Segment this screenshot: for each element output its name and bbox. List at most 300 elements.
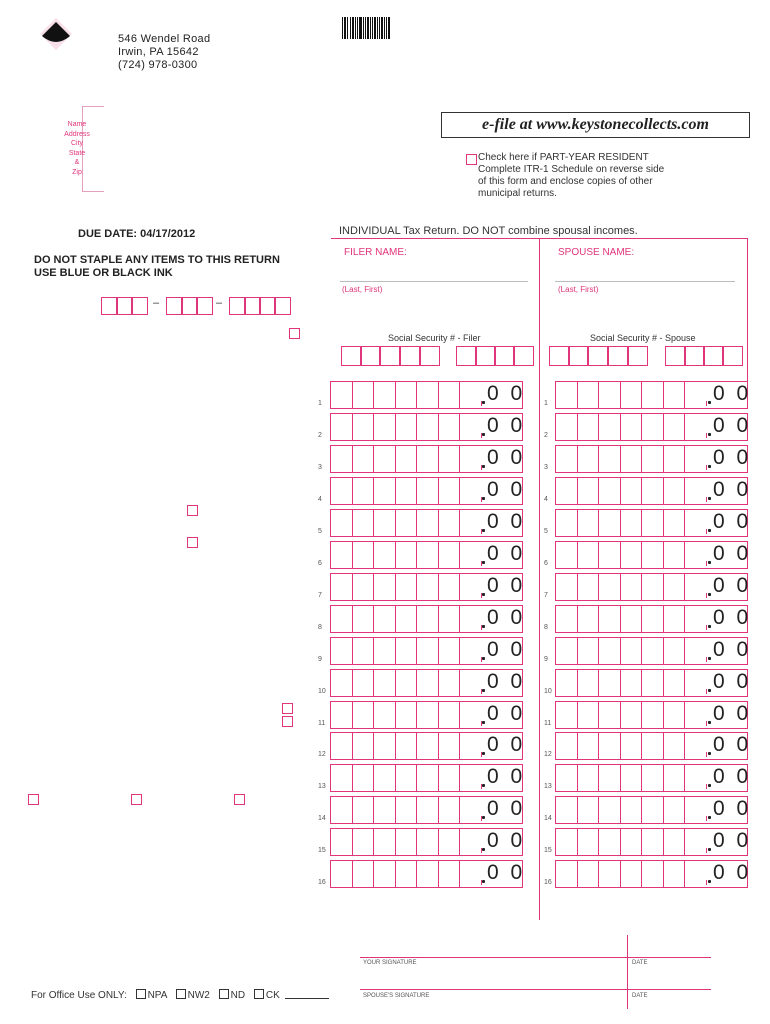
digit-cell (555, 702, 556, 728)
digit-cell (620, 382, 621, 408)
digit-cell (395, 670, 396, 696)
digit-tick (706, 625, 707, 630)
digit-cell (459, 797, 460, 823)
digit-cell (641, 382, 642, 408)
digit-cell (438, 446, 439, 472)
digit-cell (459, 765, 460, 791)
cents-zeros: 0 0 (487, 382, 526, 405)
digit-cell (352, 574, 353, 600)
digit-cell (352, 638, 353, 664)
digit-cell (598, 861, 599, 887)
digit-tick (706, 784, 707, 789)
cents-zeros: 0 0 (713, 797, 752, 820)
digit-cell (641, 542, 642, 568)
cents-zeros: 0 0 (487, 606, 526, 629)
digit-cell (663, 829, 664, 855)
option-checkbox[interactable] (131, 794, 142, 805)
line-number: 16 (318, 879, 326, 886)
digit-cell (352, 414, 353, 440)
digit-cell (641, 606, 642, 632)
digit-cell (330, 446, 331, 472)
digit-cell (373, 733, 374, 759)
digit-cell (684, 414, 685, 440)
digit-cell (352, 542, 353, 568)
cents-zeros: 0 0 (713, 606, 752, 629)
digit-cell (620, 478, 621, 504)
digit-cell (684, 861, 685, 887)
digit-cell (395, 733, 396, 759)
cents-zeros: 0 0 (487, 414, 526, 437)
digit-cell (577, 861, 578, 887)
decimal-point (482, 561, 485, 564)
digit-cell (330, 382, 331, 408)
digit-cell (663, 446, 664, 472)
digit-cell (555, 797, 556, 823)
filer-name-label: FILER NAME: (344, 247, 407, 258)
digit-cell (555, 765, 556, 791)
line-number: 5 (318, 528, 322, 535)
ck-checkbox[interactable] (254, 989, 264, 999)
spouse-name-field[interactable] (555, 281, 735, 282)
option-checkbox[interactable] (234, 794, 245, 805)
digit-tick (706, 497, 707, 502)
ssn-digit-box[interactable] (587, 346, 608, 366)
digit-cell (684, 478, 685, 504)
ssn-digit-box[interactable] (549, 346, 570, 366)
digit-cell (684, 670, 685, 696)
digit-cell (330, 414, 331, 440)
digit-cell (641, 765, 642, 791)
digit-cell (577, 478, 578, 504)
digit-cell (555, 861, 556, 887)
office-use-label: For Office Use ONLY: (31, 990, 127, 1001)
digit-cell (416, 797, 417, 823)
ssn-digit-box[interactable] (494, 346, 515, 366)
digit-cell (555, 478, 556, 504)
digit-tick (706, 529, 707, 534)
digit-cell (555, 446, 556, 472)
ssn-digit-box[interactable] (684, 346, 705, 366)
digit-cell (598, 638, 599, 664)
ssn-digit-box[interactable] (722, 346, 743, 366)
line-number: 2 (318, 432, 322, 439)
decimal-point (708, 433, 711, 436)
cents-zeros: 0 0 (487, 670, 526, 693)
option-checkbox[interactable] (187, 505, 198, 516)
digit-cell (373, 702, 374, 728)
decimal-point (482, 848, 485, 851)
spouse-signature-field[interactable] (360, 989, 711, 990)
digit-cell (663, 702, 664, 728)
digit-tick (706, 401, 707, 406)
digit-cell (459, 574, 460, 600)
digit-cell (577, 414, 578, 440)
digit-cell (395, 414, 396, 440)
digit-cell (555, 414, 556, 440)
line-number: 11 (544, 720, 552, 727)
digit-cell (577, 382, 578, 408)
digit-cell (577, 638, 578, 664)
digit-cell (459, 702, 460, 728)
digit-cell (438, 382, 439, 408)
digit-cell (555, 574, 556, 600)
cents-zeros: 0 0 (487, 861, 526, 884)
line-number: 13 (318, 783, 326, 790)
digit-cell (438, 414, 439, 440)
digit-cell (641, 797, 642, 823)
digit-cell (641, 638, 642, 664)
digit-cell (663, 510, 664, 536)
option-checkbox[interactable] (187, 537, 198, 548)
digit-tick (706, 689, 707, 694)
digit-cell (459, 829, 460, 855)
decimal-point (708, 593, 711, 596)
digit-cell (395, 510, 396, 536)
decimal-point (708, 497, 711, 500)
decimal-point (482, 433, 485, 436)
digit-cell (684, 638, 685, 664)
digit-cell (577, 446, 578, 472)
line-number: 15 (318, 847, 326, 854)
digit-cell (373, 446, 374, 472)
digit-cell (416, 606, 417, 632)
decimal-point (708, 784, 711, 787)
nd-checkbox[interactable] (219, 989, 229, 999)
npa-checkbox[interactable] (136, 989, 146, 999)
decimal-point (708, 816, 711, 819)
line-number: 10 (318, 688, 326, 695)
decimal-point (708, 401, 711, 404)
line-number: 14 (318, 815, 326, 822)
digit-cell (416, 542, 417, 568)
digit-cell (620, 670, 621, 696)
digit-cell (373, 510, 374, 536)
digit-cell (663, 670, 664, 696)
cents-zeros: 0 0 (487, 574, 526, 597)
digit-cell (352, 702, 353, 728)
decimal-point (708, 689, 711, 692)
digit-cell (577, 797, 578, 823)
digit-cell (352, 446, 353, 472)
digit-cell (459, 542, 460, 568)
digit-tick (706, 465, 707, 470)
efile-banner: e-file at www.keystonecollects.com (441, 112, 750, 138)
cents-zeros: 0 0 (487, 702, 526, 725)
digit-cell (598, 797, 599, 823)
digit-cell (395, 478, 396, 504)
digit-cell (684, 702, 685, 728)
digit-cell (684, 765, 685, 791)
line-number: 8 (544, 624, 548, 631)
digit-cell (395, 574, 396, 600)
digit-cell (352, 861, 353, 887)
digit-cell (663, 638, 664, 664)
digit-cell (620, 861, 621, 887)
digit-tick (706, 816, 707, 821)
decimal-point (482, 816, 485, 819)
digit-cell (620, 638, 621, 664)
digit-cell (555, 382, 556, 408)
digit-cell (684, 574, 685, 600)
digit-cell (555, 670, 556, 696)
cents-zeros: 0 0 (713, 414, 752, 437)
digit-cell (373, 829, 374, 855)
dash-separator: – (216, 297, 223, 309)
digit-cell (641, 478, 642, 504)
date-label: DATE (632, 960, 648, 966)
cents-zeros: 0 0 (713, 382, 752, 405)
part-year-instructions: Check here if PART-YEAR RESIDENT Complete ITR-1 Schedule on reverse side of this form and enclose copies of other municipal returns. (478, 152, 665, 199)
line-number: 12 (318, 751, 326, 758)
digit-cell (459, 478, 460, 504)
digit-cell (577, 670, 578, 696)
ssn-digit-box[interactable] (475, 346, 496, 366)
decimal-point (482, 529, 485, 532)
digit-cell (373, 414, 374, 440)
digit-tick (706, 593, 707, 598)
cents-zeros: 0 0 (713, 765, 752, 788)
ssn-digit-box[interactable] (665, 346, 686, 366)
line-number: 7 (318, 592, 322, 599)
digit-cell (555, 542, 556, 568)
part-year-resident-checkbox[interactable] (466, 154, 477, 165)
digit-cell (641, 702, 642, 728)
spouse-date-label: DATE (632, 993, 648, 999)
cents-zeros: 0 0 (713, 638, 752, 661)
digit-cell (416, 670, 417, 696)
filer-name-field[interactable] (340, 281, 528, 282)
cents-zeros: 0 0 (487, 446, 526, 469)
decimal-point (482, 465, 485, 468)
digit-cell (620, 797, 621, 823)
digit-cell (459, 670, 460, 696)
cents-zeros: 0 0 (487, 797, 526, 820)
line-number: 11 (318, 720, 326, 727)
digit-cell (438, 829, 439, 855)
cents-zeros: 0 0 (713, 510, 752, 533)
ssn-digit-box[interactable] (360, 346, 381, 366)
digit-cell (577, 733, 578, 759)
digit-cell (373, 478, 374, 504)
ssn-digit-box[interactable] (419, 346, 440, 366)
digit-cell (577, 606, 578, 632)
digit-cell (598, 574, 599, 600)
ssn-digit-box[interactable] (400, 346, 421, 366)
digit-cell (352, 733, 353, 759)
decimal-point (708, 848, 711, 851)
nw2-checkbox[interactable] (176, 989, 186, 999)
digit-cell (598, 765, 599, 791)
line-number: 2 (544, 432, 548, 439)
digit-cell (330, 765, 331, 791)
decimal-point (482, 784, 485, 787)
digit-cell (352, 797, 353, 823)
digit-cell (438, 702, 439, 728)
ssn-digit-box[interactable] (456, 346, 477, 366)
digit-cell (459, 606, 460, 632)
digit-cell (395, 638, 396, 664)
digit-cell (459, 861, 460, 887)
barcode-icon (342, 17, 390, 39)
line-number: 12 (544, 751, 552, 758)
digit-cell (577, 765, 578, 791)
option-checkbox[interactable] (28, 794, 39, 805)
digit-cell (395, 542, 396, 568)
digit-cell (438, 574, 439, 600)
digit-cell (373, 542, 374, 568)
digit-tick (706, 433, 707, 438)
digit-cell (684, 446, 685, 472)
decimal-point (482, 657, 485, 660)
cents-zeros: 0 0 (713, 861, 752, 884)
digit-cell (577, 510, 578, 536)
decimal-point (482, 401, 485, 404)
digit-cell (438, 733, 439, 759)
decimal-point (708, 880, 711, 883)
digit-cell (577, 542, 578, 568)
status-checkbox[interactable] (289, 328, 300, 339)
digit-cell (620, 606, 621, 632)
digit-cell (395, 797, 396, 823)
digit-cell (416, 510, 417, 536)
digit-cell (373, 382, 374, 408)
digit-cell (663, 861, 664, 887)
digit-cell (373, 574, 374, 600)
digit-cell (352, 829, 353, 855)
digit-cell (598, 606, 599, 632)
ssn-digit-box[interactable] (131, 297, 148, 315)
ssn-digit-box[interactable] (341, 346, 362, 366)
line-number: 1 (544, 400, 548, 407)
digit-cell (459, 446, 460, 472)
digit-cell (684, 829, 685, 855)
digit-cell (620, 702, 621, 728)
decimal-point (708, 625, 711, 628)
digit-cell (373, 670, 374, 696)
ssn-digit-box[interactable] (703, 346, 724, 366)
option-checkbox[interactable] (282, 703, 293, 714)
address-line: Irwin, PA 15642 (118, 46, 199, 58)
decimal-point (708, 465, 711, 468)
digit-cell (641, 574, 642, 600)
digit-cell (330, 638, 331, 664)
digit-cell (438, 861, 439, 887)
cents-zeros: 0 0 (713, 733, 752, 756)
line-number: 4 (318, 496, 322, 503)
line-number: 3 (318, 464, 322, 471)
digit-tick (706, 561, 707, 566)
digit-cell (373, 861, 374, 887)
digit-cell (459, 382, 460, 408)
digit-cell (663, 542, 664, 568)
digit-cell (416, 765, 417, 791)
digit-cell (555, 638, 556, 664)
digit-cell (416, 382, 417, 408)
digit-cell (684, 382, 685, 408)
line-number: 16 (544, 879, 552, 886)
digit-cell (352, 510, 353, 536)
cents-zeros: 0 0 (713, 829, 752, 852)
ssn-digit-box[interactable] (379, 346, 400, 366)
ssn-digit-box[interactable] (196, 297, 213, 315)
digit-cell (352, 478, 353, 504)
option-checkbox[interactable] (282, 716, 293, 727)
digit-cell (663, 382, 664, 408)
filer-ssn-label: Social Security # - Filer (388, 333, 481, 343)
digit-cell (620, 510, 621, 536)
cents-zeros: 0 0 (487, 733, 526, 756)
decimal-point (482, 689, 485, 692)
ssn-digit-box[interactable] (513, 346, 534, 366)
digit-cell (663, 606, 664, 632)
cents-zeros: 0 0 (487, 510, 526, 533)
digit-cell (555, 510, 556, 536)
digit-cell (373, 638, 374, 664)
digit-cell (416, 733, 417, 759)
ssn-digit-box[interactable] (568, 346, 589, 366)
digit-cell (684, 606, 685, 632)
name-address-block[interactable]: Name Address City State & Zip (64, 121, 90, 176)
address-line: (724) 978-0300 (118, 59, 198, 71)
digit-tick (706, 880, 707, 885)
digit-tick (706, 657, 707, 662)
line-number: 4 (544, 496, 548, 503)
digit-cell (684, 797, 685, 823)
digit-cell (438, 478, 439, 504)
ssn-digit-box[interactable] (274, 297, 291, 315)
digit-cell (438, 797, 439, 823)
digit-cell (641, 414, 642, 440)
digit-cell (330, 606, 331, 632)
digit-cell (598, 542, 599, 568)
your-signature-field[interactable] (360, 957, 711, 958)
ssn-digit-box[interactable] (627, 346, 648, 366)
office-ck-field[interactable] (285, 998, 329, 999)
office-use: For Office Use ONLY: NPA NW2 ND CK (31, 990, 280, 1001)
digit-cell (373, 797, 374, 823)
digit-cell (555, 829, 556, 855)
line-number: 3 (544, 464, 548, 471)
digit-cell (577, 574, 578, 600)
digit-cell (395, 382, 396, 408)
digit-cell (395, 606, 396, 632)
digit-cell (663, 797, 664, 823)
cents-zeros: 0 0 (487, 638, 526, 661)
cents-zeros: 0 0 (713, 670, 752, 693)
your-signature-label: YOUR SIGNATURE (363, 960, 417, 966)
digit-cell (330, 702, 331, 728)
decimal-point (482, 593, 485, 596)
digit-cell (663, 574, 664, 600)
ssn-digit-box[interactable] (608, 346, 629, 366)
digit-cell (373, 606, 374, 632)
digit-tick (706, 848, 707, 853)
digit-cell (330, 797, 331, 823)
cents-zeros: 0 0 (487, 765, 526, 788)
line-number: 10 (544, 688, 552, 695)
decimal-point (708, 561, 711, 564)
decimal-point (482, 497, 485, 500)
digit-cell (641, 829, 642, 855)
digit-cell (352, 606, 353, 632)
line-number: 1 (318, 400, 322, 407)
logo-icon (38, 14, 74, 50)
agency-address (118, 33, 210, 72)
digit-cell (555, 606, 556, 632)
digit-cell (620, 829, 621, 855)
digit-cell (620, 446, 621, 472)
line-number: 6 (318, 560, 322, 567)
